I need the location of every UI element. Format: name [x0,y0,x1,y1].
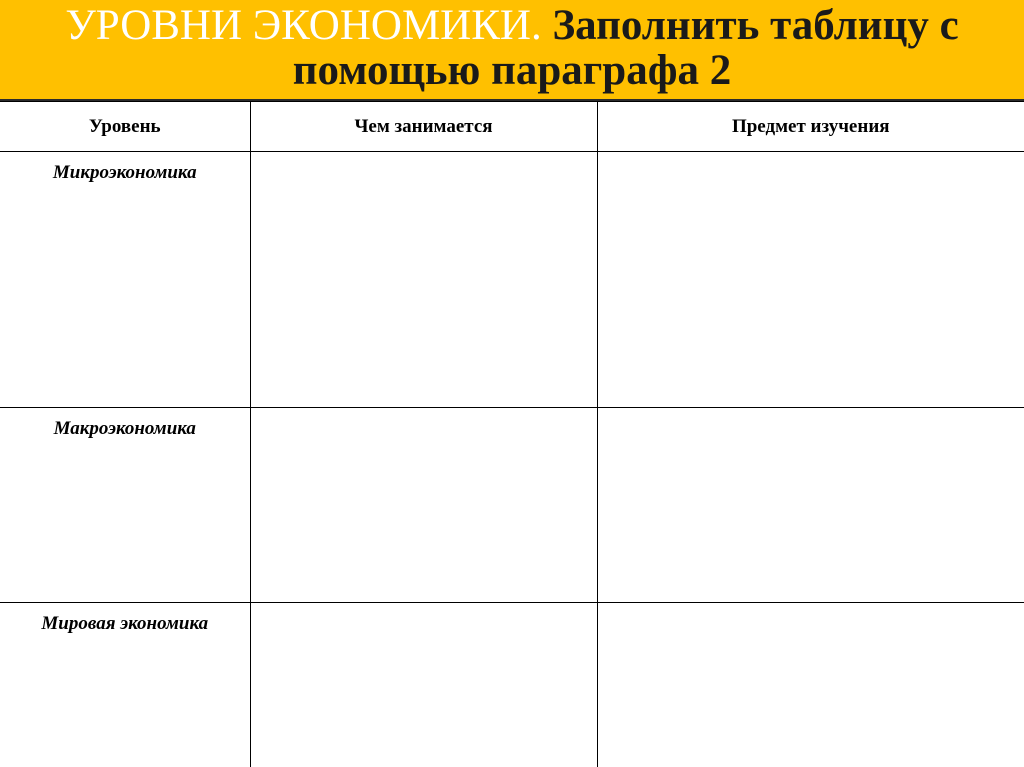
header-subject: Предмет изучения [597,102,1024,152]
cell-activity-world[interactable] [250,603,597,767]
row-label-world: Мировая экономика [0,603,250,767]
row-label-macro: Макроэкономика [0,408,250,603]
table-row [0,603,1024,767]
title-part-highlight: УРОВНИ ЭКОНОМИКИ. [65,1,542,49]
cell-activity-micro[interactable] [250,152,597,408]
cell-subject-world[interactable] [597,603,1024,767]
levels-table [0,101,1024,767]
cell-subject-micro[interactable] [597,152,1024,408]
table-header-row [0,102,1024,152]
slide-title [0,3,1024,97]
cell-activity-macro[interactable] [250,408,597,603]
header-level: Уровень [0,102,250,152]
table-row [0,152,1024,408]
header-activity: Чем занимается [250,102,597,152]
row-label-micro: Микроэкономика [0,152,250,408]
cell-subject-macro[interactable] [597,408,1024,603]
title-banner [0,0,1024,101]
title-part-instruction: Заполнить таблицу с помощью параграфа 2 [292,1,959,94]
table-row [0,408,1024,603]
